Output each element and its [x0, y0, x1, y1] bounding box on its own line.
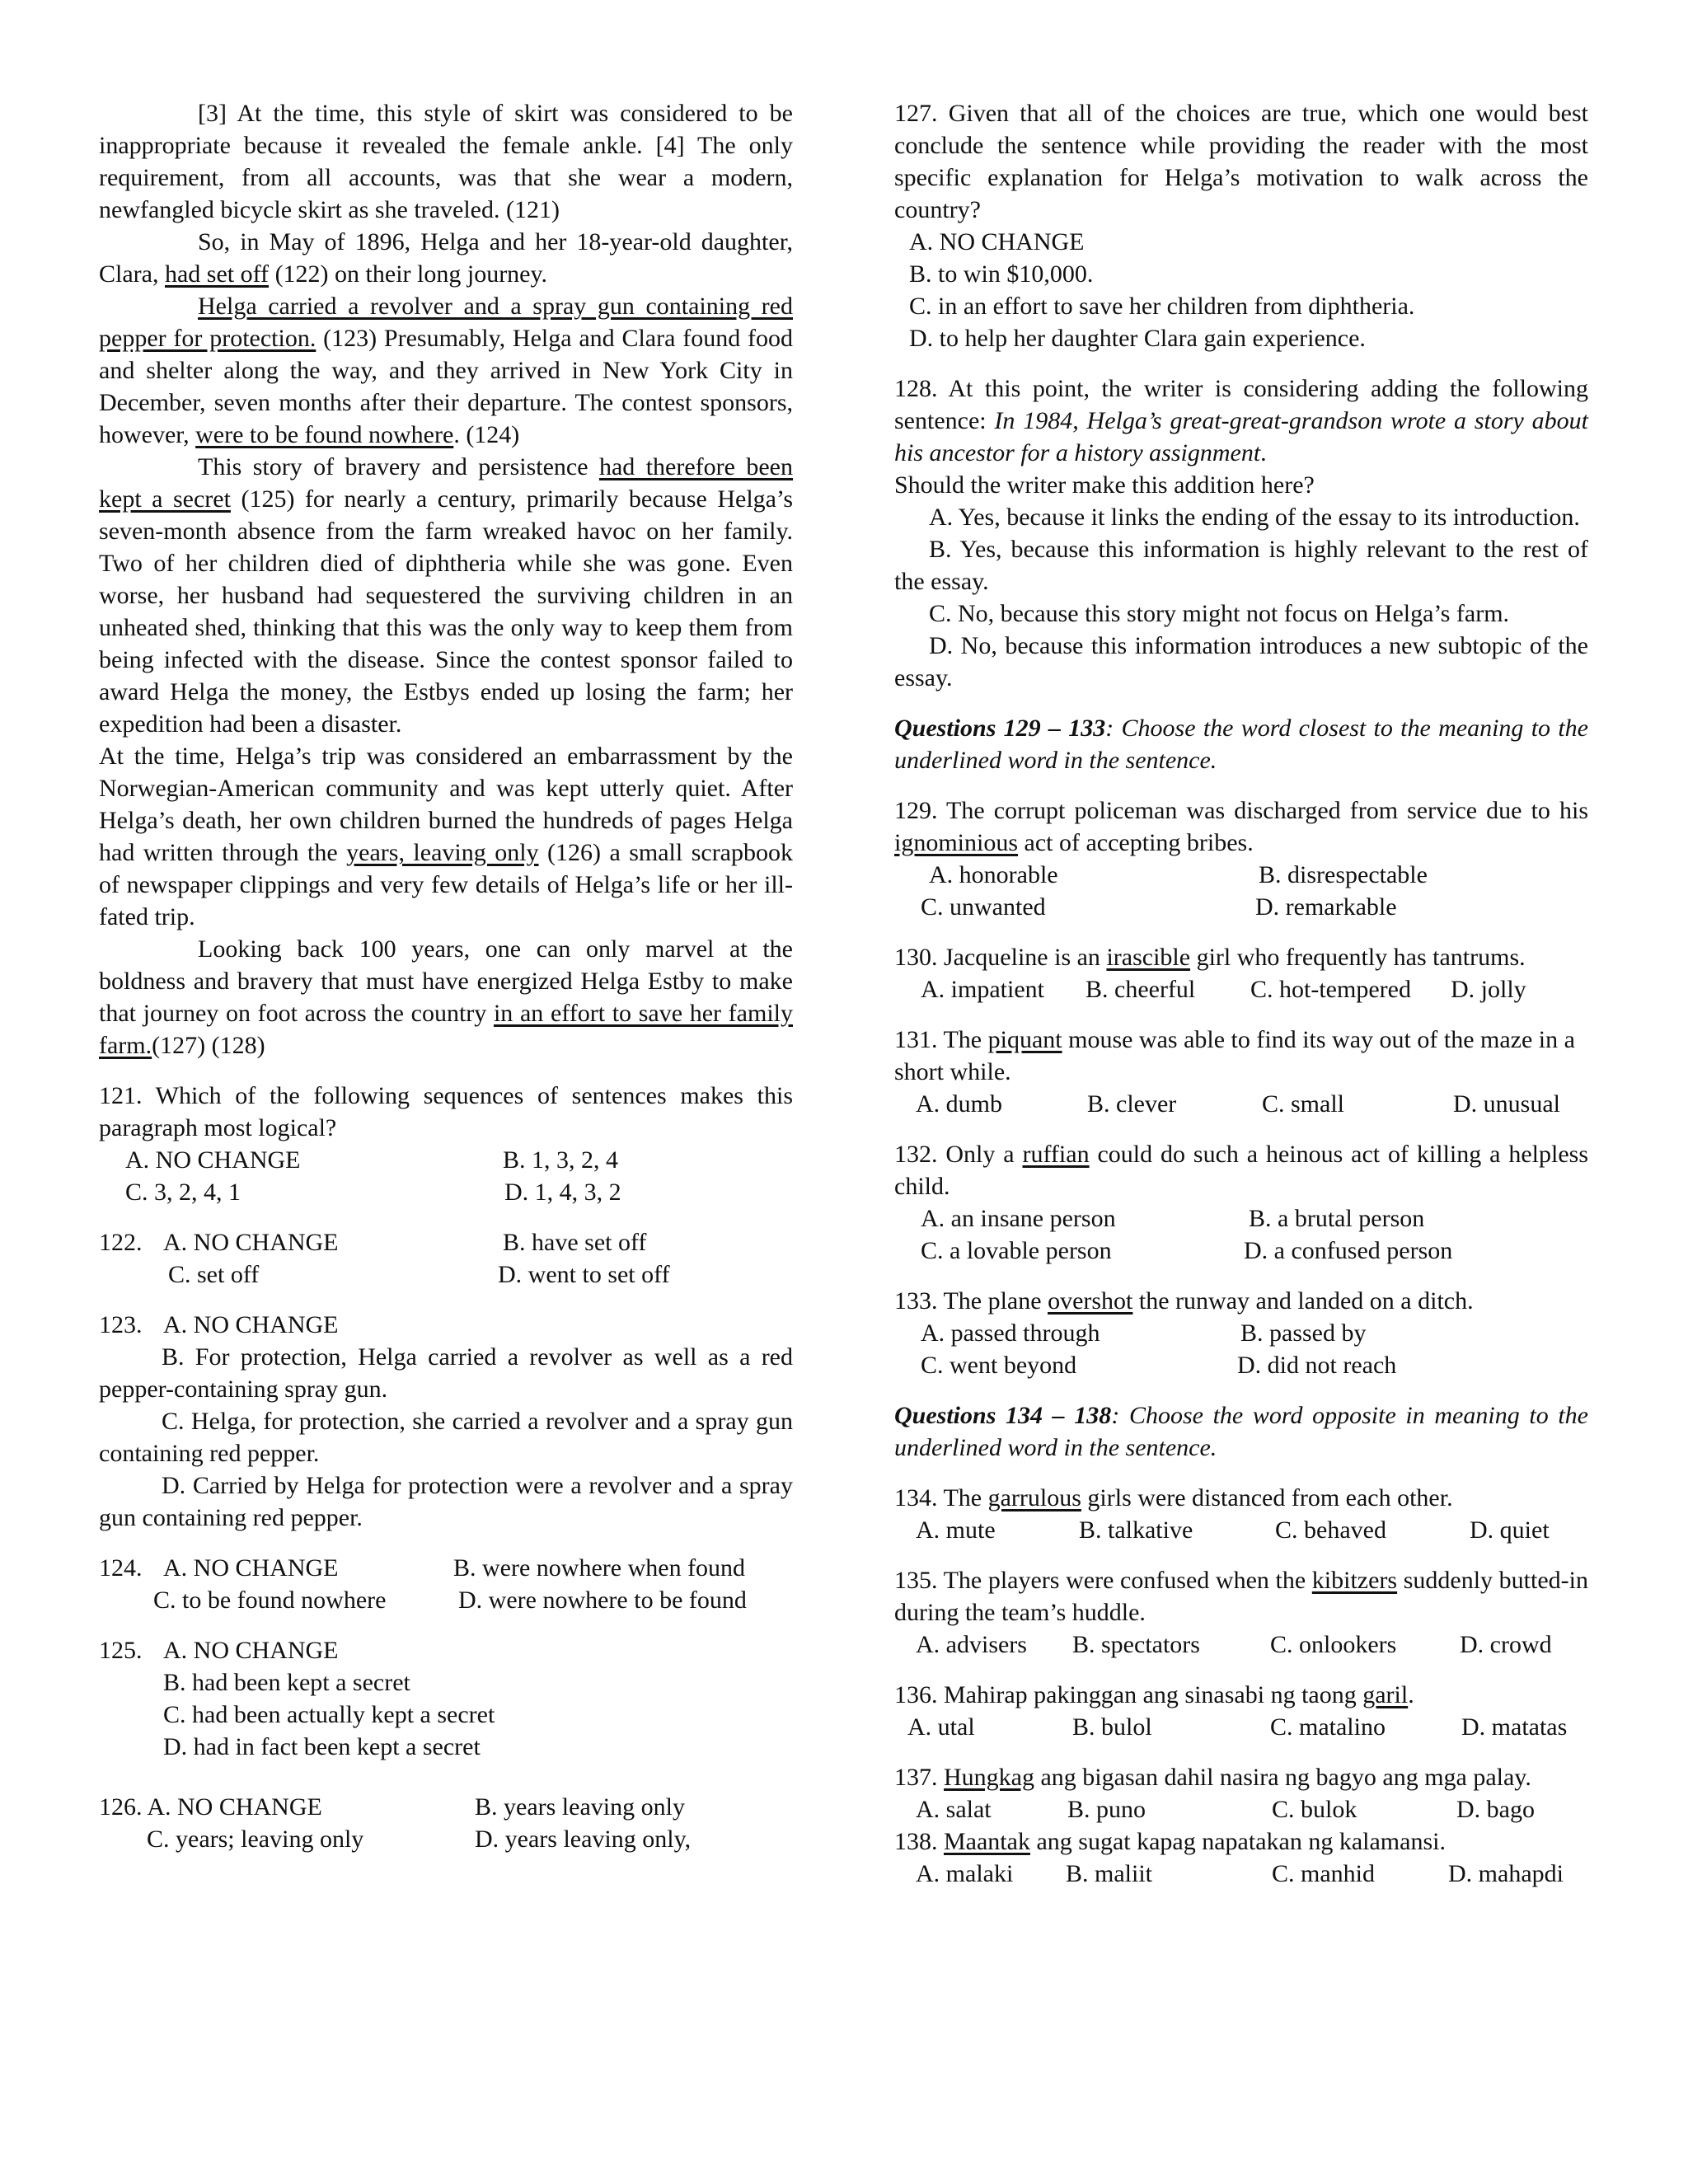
choice-a[interactable]: A. an insane person: [921, 1205, 1116, 1232]
stem-text: girl who frequently has tantrums.: [1190, 944, 1526, 971]
choice-c[interactable]: C. manhid: [1272, 1860, 1375, 1887]
passage-text: (123) Presumably, Helga and Clara found food and shelter along the way, and they arrived in New York City in December, seven months after their departure. The contest sponsors, however,: [99, 325, 793, 448]
choice-d[interactable]: D. did not reach: [1237, 1352, 1397, 1379]
passage-text: (126) a small scrapbook of newspaper clippings and very few details of Helga’s life or her ill-fated trip.: [99, 839, 793, 930]
question-number: 124.: [99, 1554, 143, 1582]
passage-paragraph-secret: [99, 451, 793, 740]
stem-text: girls were distanced from each other.: [1081, 1484, 1453, 1511]
choice-c[interactable]: C. behaved: [1275, 1516, 1386, 1544]
choice-a[interactable]: A. impatient: [921, 976, 1044, 1003]
choice-row: [99, 1791, 793, 1823]
question-stem: [894, 794, 1588, 859]
choice-b[interactable]: B. cheerful: [1085, 976, 1196, 1003]
passage-paragraph-departure: [99, 226, 793, 290]
stem-text: 134. The: [894, 1484, 988, 1511]
choice-a[interactable]: A. NO CHANGE: [163, 1554, 339, 1582]
choice-row: [894, 1235, 1588, 1267]
choice-c[interactable]: C. Helga, for protection, she carried a revolver and a spray gun containing red pepper.: [99, 1408, 793, 1467]
stem-text: mouse was able to find its way out of the maze in a short while.: [894, 1026, 1575, 1085]
choice-b[interactable]: B. had been kept a secret: [163, 1669, 410, 1696]
underlined-word: garrulous: [987, 1484, 1081, 1511]
choice-c[interactable]: C. had been actually kept a secret: [163, 1701, 495, 1728]
choice-a[interactable]: A. mute: [916, 1516, 996, 1544]
choice-row: [99, 1634, 793, 1666]
question-129: [894, 794, 1588, 923]
choice-a[interactable]: A. NO CHANGE: [163, 1311, 339, 1338]
question-stem: [894, 1679, 1588, 1711]
underlined-word: ruffian: [1022, 1141, 1090, 1168]
choice-b[interactable]: B. years leaving only: [475, 1793, 685, 1821]
question-131: [894, 1024, 1588, 1120]
question-number: 125.: [99, 1637, 143, 1664]
choice-c[interactable]: C. matalino: [1270, 1713, 1386, 1741]
choice-row: [894, 1858, 1588, 1890]
question-138: [894, 1825, 1588, 1890]
stem-text: 128. At this point, the writer is considering adding the following sentence:: [894, 375, 1588, 434]
choice-d[interactable]: D. mahapdi: [1448, 1860, 1564, 1887]
question-stem: [894, 1825, 1588, 1858]
passage-text: At the time, Helga’s trip was considered an embarrassment by the Norwegian-American community and was kept utterly quiet. After Helga’s death, her own children burned the hundreds of pages Helga had written through the: [99, 743, 793, 866]
choice-row: [99, 1552, 793, 1584]
choice-b[interactable]: B. have set off: [503, 1229, 647, 1256]
underlined-word: Hungkag: [944, 1764, 1034, 1791]
choice-row: [99, 1309, 793, 1341]
underlined-phrase-124: were to be found nowhere: [195, 421, 454, 448]
question-130: [894, 941, 1588, 1005]
underlined-phrase-126: years, leaving only: [346, 839, 539, 866]
choice-b[interactable]: B. passed by: [1240, 1319, 1367, 1347]
passage-text: This story of bravery and persistence: [198, 453, 599, 480]
question-132: [894, 1138, 1588, 1267]
left-column: [99, 97, 793, 1855]
choice-row: [894, 1629, 1588, 1661]
choice-d[interactable]: D. years leaving only,: [475, 1825, 692, 1853]
choice-c[interactable]: C. in an effort to save her children from diphtheria.: [909, 293, 1415, 320]
choice-c[interactable]: C. unwanted: [921, 893, 1046, 921]
passage-text: (122) on their long journey.: [269, 260, 548, 288]
choice-d[interactable]: D. were nowhere to be found: [458, 1586, 747, 1614]
heading-instruction: : Choose the word closest to the meaning to the underlined word in the sentence.: [894, 715, 1588, 774]
stem-text: .: [1260, 439, 1267, 466]
choice-c[interactable]: C. onlookers: [1270, 1631, 1397, 1658]
passage-text: So, in May of 1896, Helga and her 18-year-old daughter, Clara,: [99, 228, 793, 288]
choice-c[interactable]: C. small: [1262, 1090, 1345, 1118]
choice-b[interactable]: B. Yes, because this information is highly relevant to the rest of the essay.: [894, 536, 1588, 595]
choice-row: [894, 1349, 1588, 1381]
choice-a[interactable]: A. honorable: [929, 861, 1058, 888]
heading-range: Questions 134 – 138: [894, 1402, 1112, 1429]
choice-b[interactable]: B. bulol: [1072, 1713, 1152, 1741]
choice-a[interactable]: A. NO CHANGE: [163, 1637, 339, 1664]
choice-d[interactable]: D. remarkable: [1255, 893, 1397, 921]
passage-text: . (124): [453, 421, 520, 448]
choice-d[interactable]: D. quiet: [1470, 1516, 1550, 1544]
passage-text: (125) for nearly a century, primarily because Helga’s seven-month absence from the farm wreaked havoc on her family. Two of her children died of diphtheria while she was gone. Even worse, her husband had sequestered the surviving children in an unheated shed, thinking that this was the only way to keep them from being infected with the disease. Since the contest sponsor failed to award Helga the money, the Estbys ended up losing the farm; her expedition had been a disaster.: [99, 485, 793, 738]
choice-d[interactable]: D. jolly: [1451, 976, 1526, 1003]
section-heading-134-138: [894, 1399, 1588, 1464]
choice-row: [894, 1514, 1588, 1546]
question-stem: [894, 1138, 1588, 1202]
passage-paragraph-3-4: [99, 97, 793, 226]
choice-b[interactable]: B. 1, 3, 2, 4: [503, 1146, 619, 1174]
choice-d[interactable]: D. No, because this information introduces a new subtopic of the essay.: [894, 632, 1588, 691]
choice-c[interactable]: C. bulok: [1272, 1796, 1357, 1823]
choice-row: [894, 1202, 1588, 1235]
stem-text: .: [1408, 1681, 1414, 1708]
choice-row: [99, 1176, 793, 1208]
passage-paragraph-embarrassment: [99, 740, 793, 933]
question-stem: 121. Which of the following sequences of sentences makes this paragraph most logical?: [99, 1082, 793, 1141]
stem-text: act of accepting bribes.: [1018, 829, 1254, 856]
stem-text: 135. The players were confused when the: [894, 1567, 1312, 1594]
underlined-word: overshot: [1048, 1287, 1133, 1315]
stem-text: ang sugat kapag napatakan ng kalamansi.: [1029, 1828, 1446, 1855]
question-stem: [894, 1482, 1588, 1514]
choice-row: [894, 973, 1588, 1005]
stem-text: 133. The plane: [894, 1287, 1048, 1315]
question-number: 123.: [99, 1311, 143, 1338]
underlined-phrase-127: in an effort to save her family farm.: [99, 1000, 793, 1059]
stem-text: ang bigasan dahil nasira ng bagyo ang mga palay.: [1034, 1764, 1531, 1791]
choice-c[interactable]: C. a lovable person: [921, 1237, 1112, 1264]
stem-text: 130. Jacqueline is an: [894, 944, 1107, 971]
question-prompt: Should the writer make this addition here?: [894, 471, 1315, 499]
underlined-phrase-122: had set off: [164, 260, 270, 288]
choice-d[interactable]: D. Carried by Helga for protection were a revolver and a spray gun containing red pepper.: [99, 1472, 793, 1531]
choice-row: [894, 1088, 1588, 1120]
underlined-word: piquant: [987, 1026, 1062, 1053]
choice-a[interactable]: A. NO CHANGE: [909, 228, 1085, 255]
question-126: [99, 1791, 793, 1855]
choice-b[interactable]: B. talkative: [1079, 1516, 1193, 1544]
choice-d[interactable]: D. went to set off: [498, 1261, 670, 1288]
underlined-word: Maantak: [944, 1828, 1030, 1855]
question-stem: 127. Given that all of the choices are true, which one would best conclude the sentence while providing the reader with the most specific explanation for Helga’s motivation to walk across the country?: [894, 100, 1588, 223]
section-heading-129-133: [894, 712, 1588, 776]
choice-b[interactable]: B. a brutal person: [1249, 1205, 1425, 1232]
passage-paragraph-conclusion: [99, 933, 793, 1062]
choice-a[interactable]: A. NO CHANGE: [125, 1146, 301, 1174]
stem-text: 129. The corrupt policeman was discharged from service due to his: [894, 797, 1588, 824]
choice-b[interactable]: B. For protection, Helga carried a revolver as well as a red pepper-containing spray gun.: [99, 1343, 793, 1403]
question-137: [894, 1761, 1588, 1825]
choice-d[interactable]: D. matatas: [1461, 1713, 1568, 1741]
choice-b[interactable]: B. disrespectable: [1259, 861, 1428, 888]
right-column: [894, 97, 1588, 1890]
stem-text: 131. The: [894, 1026, 988, 1053]
choice-b[interactable]: B. were nowhere when found: [453, 1554, 746, 1582]
choice-a[interactable]: A. salat: [916, 1796, 992, 1823]
question-number: 122.: [99, 1229, 143, 1256]
choice-d[interactable]: D. to help her daughter Clara gain experience.: [909, 325, 1366, 352]
question-123: [99, 1309, 793, 1534]
choice-row: [894, 1317, 1588, 1349]
underlined-word: garil: [1362, 1681, 1409, 1708]
choice-d[interactable]: D. bago: [1456, 1796, 1535, 1823]
question-stem: [894, 1285, 1588, 1317]
question-135: [894, 1564, 1588, 1661]
stem-text: 136. Mahirap pakinggan ang sinasabi ng taong: [894, 1681, 1363, 1708]
underlined-word: irascible: [1106, 944, 1191, 971]
choice-a[interactable]: A. passed through: [921, 1319, 1100, 1347]
question-121: [99, 1080, 793, 1208]
passage-paragraph-journey: [99, 290, 793, 451]
choice-b[interactable]: B. maliit: [1066, 1860, 1152, 1887]
heading-instruction: : Choose the word opposite in meaning to the underlined word in the sentence.: [894, 1402, 1588, 1461]
stem-text: the runway and landed on a ditch.: [1132, 1287, 1474, 1315]
question-128: [894, 373, 1588, 694]
passage-text: Looking back 100 years, one can only marvel at the boldness and bravery that must have energized Helga Estby to make that journey on foot across the country: [99, 935, 793, 1027]
question-stem: [894, 1761, 1588, 1793]
question-124: [99, 1552, 793, 1616]
choice-d[interactable]: D. had in fact been kept a secret: [163, 1733, 481, 1760]
question-stem: [894, 941, 1588, 973]
choice-a[interactable]: A. malaki: [916, 1860, 1014, 1887]
choice-row: [99, 1584, 793, 1616]
underlined-sentence-123: Helga carried a revolver and a spray gun containing red pepper for protection.: [99, 293, 793, 352]
passage-text: [3] At the time, this style of skirt was considered to be inappropriate because it revealed the female ankle. [4] The only requirement, from all accounts, was that she wear a modern, newfangled bicycle skirt as she traveled. (121): [99, 100, 793, 223]
choice-c[interactable]: C. No, because this story might not focus on Helga’s farm.: [929, 600, 1510, 627]
choice-row: [894, 1711, 1588, 1743]
stem-text: 137.: [894, 1764, 944, 1791]
choice-row: [99, 1258, 793, 1291]
choice-b[interactable]: B. puno: [1067, 1796, 1146, 1823]
choice-a[interactable]: A. advisers: [916, 1631, 1027, 1658]
choice-d[interactable]: D. crowd: [1460, 1631, 1552, 1658]
choice-d[interactable]: D. a confused person: [1244, 1237, 1453, 1264]
choice-a[interactable]: 126. A. NO CHANGE: [99, 1793, 322, 1821]
stem-text: 138.: [894, 1828, 944, 1855]
underlined-word: ignominious: [894, 829, 1019, 856]
choice-c[interactable]: C. set off: [168, 1261, 260, 1288]
choice-c[interactable]: C. to be found nowhere: [153, 1586, 387, 1614]
choice-row: [894, 1793, 1588, 1825]
question-stem: [894, 1564, 1588, 1629]
choice-b[interactable]: B. to win $10,000.: [909, 260, 1094, 288]
choice-c[interactable]: C. hot-tempered: [1250, 976, 1411, 1003]
heading-range: Questions 129 – 133: [894, 715, 1106, 742]
question-stem: [894, 373, 1588, 469]
choice-c[interactable]: C. 3, 2, 4, 1: [125, 1179, 241, 1206]
choice-d[interactable]: D. unusual: [1453, 1090, 1560, 1118]
question-stem: [894, 1024, 1588, 1088]
choice-row: [99, 1823, 793, 1855]
choice-row: [894, 891, 1588, 923]
choice-c[interactable]: C. went beyond: [921, 1352, 1077, 1379]
question-127: [894, 97, 1588, 354]
choice-d[interactable]: D. 1, 4, 3, 2: [504, 1179, 621, 1206]
choice-a[interactable]: A. NO CHANGE: [163, 1229, 339, 1256]
choice-b[interactable]: B. spectators: [1072, 1631, 1200, 1658]
choice-row: [894, 859, 1588, 891]
question-133: [894, 1285, 1588, 1381]
proposed-sentence: In 1984, Helga’s great-great-grandson wrote a story about his ancestor for a history assignment: [894, 407, 1588, 466]
stem-text: 132. Only a: [894, 1141, 1023, 1168]
question-122: [99, 1226, 793, 1291]
choice-c[interactable]: C. years; leaving only: [147, 1825, 364, 1853]
question-136: [894, 1679, 1588, 1743]
choice-b[interactable]: B. clever: [1087, 1090, 1177, 1118]
choice-a[interactable]: A. dumb: [916, 1090, 1002, 1118]
stem-text: suddenly butted-in during the team’s huddle.: [894, 1567, 1588, 1626]
choice-row: [99, 1144, 793, 1176]
stem-text: could do such a heinous act of killing a helpless child.: [894, 1141, 1588, 1200]
choice-a[interactable]: A. utal: [907, 1713, 975, 1741]
question-125: [99, 1634, 793, 1763]
underlined-phrase-125: had therefore been kept a secret: [99, 453, 793, 513]
choice-row: [99, 1226, 793, 1258]
passage-text: (127) (128): [152, 1032, 265, 1059]
underlined-word: kibitzers: [1311, 1567, 1398, 1594]
choice-a[interactable]: A. Yes, because it links the ending of the essay to its introduction.: [929, 504, 1580, 531]
question-134: [894, 1482, 1588, 1546]
